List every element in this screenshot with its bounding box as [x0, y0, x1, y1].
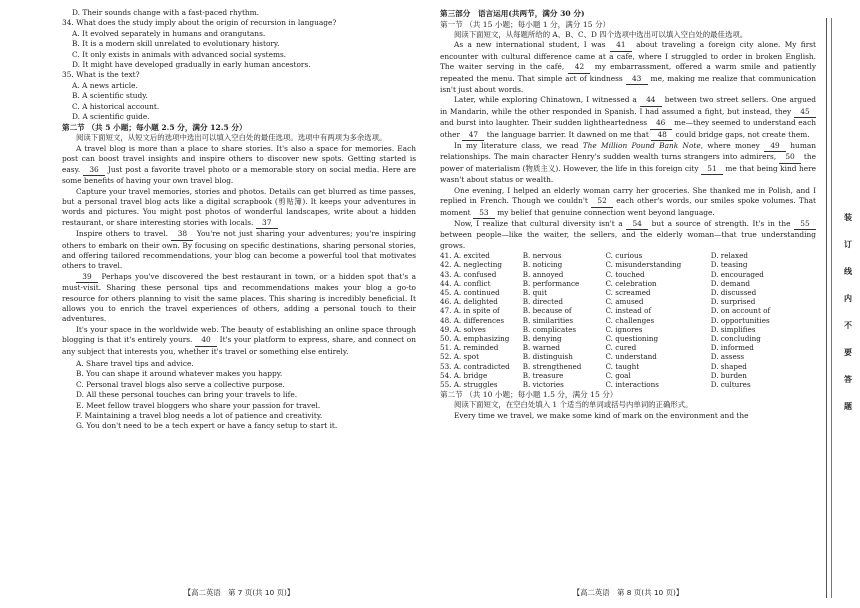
section1-heading: 第一节 （共 15 小题；每小题 1 分，满分 15 分）: [440, 20, 611, 29]
option-cell: C. curious: [605, 251, 643, 261]
option-row-47: [440, 306, 816, 315]
margin-char: 要: [844, 347, 852, 357]
choice-C: C. Personal travel blogs also serve a collective purpose.: [76, 379, 285, 389]
option-cell: B. strengthened: [522, 361, 582, 371]
q34-option-c: C. It only exists in animals with advanced social systems.: [72, 49, 287, 59]
blank-42[interactable]: 42: [568, 62, 590, 73]
option-cell: D. relaxed: [710, 251, 748, 261]
choice-D: D. All these personal touches can bring your travels to life.: [76, 390, 298, 400]
passage-paragraph: [440, 40, 816, 95]
margin-char: 内: [844, 293, 852, 303]
option-cell: C. instead of: [605, 306, 652, 316]
blank-52[interactable]: 52: [591, 196, 613, 207]
option-row-46: [440, 297, 816, 306]
passage-text: between people—like the waiter, the sellers, and the elderly woman—that true understanding grows.: [440, 230, 816, 250]
option-cell: 43. A. confused: [440, 269, 497, 279]
passage-text: You're not just sharing your adventures; you're inspiring others to embark on their own. By focusing on specific destinations, sharing personal stories, and offering tailored recommendations, your blog can become a powerful tool that motivates others to travel.: [62, 229, 416, 271]
option-row-53: [440, 362, 816, 371]
passage-text: could bridge gaps, not create them.: [673, 129, 810, 139]
option-cell: 53. A. contradicted: [440, 361, 510, 371]
option-cell: 45. A. continued: [440, 287, 500, 297]
option-cell: C. interactions: [605, 379, 659, 389]
margin-char: 订: [844, 239, 852, 249]
passage-text: Capture your travel memories, stories and photos. Details can get blurred as time passes, but a personal travel blog acts like a digital scrapbook (剪贴簿). It keeps your adventures in words and pictures. You might post photos of wonderful landscapes, write about a hidden restaurant, or share interesting stories with locals.: [62, 186, 416, 227]
passage-text: The Million Pound Bank Note: [582, 141, 701, 151]
blank-36[interactable]: 36: [83, 165, 105, 176]
blank-44[interactable]: 44: [640, 95, 662, 106]
option-cell: D. surprised: [710, 297, 756, 307]
option-cell: B. distinguish: [522, 352, 573, 362]
passage-text: Perhaps you've discovered the best restaurant in town, or a hidden spot that's a must-visit. Sharing these personal tips and recommendations makes your blog a go-to resource for others planning to visit the same places. This sharing is incredibly beneficial. It allows you to enrich the travel experiences of others, adding a personal touch to their adventures.: [62, 271, 416, 324]
blank-41[interactable]: 41: [610, 40, 632, 51]
passage-paragraph: [62, 187, 416, 230]
q35-option-d: D. A scientific guide.: [72, 112, 150, 122]
option-cell: D. discussed: [710, 287, 757, 297]
option-cell: C. celebration: [605, 278, 657, 288]
margin-char: 题: [844, 401, 852, 411]
option-cell: B. performance: [522, 278, 580, 288]
option-row-49: [440, 325, 816, 334]
passage-text: Later, while exploring Chinatown, I witnessed a: [454, 95, 640, 105]
grammar-passage-first-line: Every time we travel, we make some kind of mark on the environment and the: [454, 410, 749, 420]
part3-heading: 第三部分 语言运用(共两节，满分 30 分): [440, 9, 585, 18]
passage-paragraph: [440, 219, 816, 251]
option-cell: C. challenges: [605, 315, 655, 325]
passage-text: me that being kind here wasn't about status or wealth.: [440, 163, 817, 185]
option-row-51: [440, 343, 816, 352]
q34-option-a: A. It evolved separately in humans and orangutans.: [72, 28, 266, 38]
option-cell: D. opportunities: [710, 315, 770, 325]
option-cell: D. assess: [710, 352, 745, 362]
passage-text: Now, I realize that cultural diversity isn't a: [454, 218, 627, 228]
option-row-52: [440, 352, 816, 361]
option-cell: B. directed: [522, 297, 563, 307]
passage-paragraph: [440, 186, 816, 219]
blank-50[interactable]: 50: [779, 152, 801, 163]
travel-blog-passage: [62, 144, 416, 357]
option-cell: 44. A. conflict: [440, 278, 491, 288]
option-cell: D. demand: [710, 278, 750, 288]
option-row-42: [440, 260, 816, 269]
choice-E: E. Meet fellow travel bloggers who share your passion for travel.: [76, 400, 321, 410]
choice-B: B. You can shape it around whatever makes you happy.: [76, 369, 283, 379]
option-cell: 41. A. excited: [440, 251, 490, 261]
passage-paragraph: [62, 325, 416, 357]
option-cell: D. concluding: [710, 333, 761, 343]
option-row-41: [440, 251, 816, 260]
blank-49[interactable]: 49: [764, 141, 786, 152]
blank-37[interactable]: 37: [256, 218, 278, 229]
option-row-55: [440, 380, 816, 389]
blank-51[interactable]: 51: [701, 164, 723, 175]
option-cell: D. informed: [710, 343, 754, 353]
passage-text: about traveling a foreign city alone. My first encounter with cultural difference came at a cafe, where I struggled to order in broken English. The waiter serving in the café,: [440, 40, 816, 72]
passage-paragraph: [62, 272, 416, 325]
binding-line: [826, 18, 827, 598]
option-cell: 55. A. struggles: [440, 379, 498, 389]
option-cell: C. amused: [605, 297, 644, 307]
option-cell: B. annoyed: [522, 269, 564, 279]
blank-55[interactable]: 55: [794, 219, 816, 230]
option-cell: D. cultures: [710, 379, 751, 389]
passage-text: In my literature class, we read: [454, 141, 583, 151]
q35-option-b: B. A scientific study.: [72, 91, 148, 101]
q34-option-b: B. It is a modern skill unrelated to evolutionary history.: [72, 39, 280, 49]
option-cell: 52. A. spot: [440, 352, 479, 362]
passage-text: One evening, I helped an elderly woman carry her groceries. She thanked me in Polish, and I replied in French. Though we couldn't: [440, 185, 816, 206]
option-cell: B. complicates: [522, 324, 577, 334]
passage-paragraph: [440, 95, 816, 141]
cloze-passage: [440, 40, 816, 251]
passage-text: my belief that genuine connection went beyond language.: [494, 207, 715, 217]
blank-45[interactable]: 45: [794, 107, 816, 118]
passage-paragraph: [62, 144, 416, 187]
blank-43[interactable]: 43: [626, 74, 648, 85]
cloze-options-table: [440, 251, 816, 389]
option-cell: C. misunderstanding: [605, 260, 682, 270]
margin-char: 装: [844, 212, 852, 222]
passage-paragraph: [62, 229, 416, 272]
margin-char: 线: [844, 266, 852, 276]
passage-text: my embarrassment, offered a warm smile and patiently repeated the menu. That simple act of kindness: [440, 62, 816, 83]
blank-40[interactable]: 40: [195, 335, 217, 346]
margin-char: 答: [844, 374, 852, 384]
option-cell: B. quit: [522, 287, 547, 297]
option-cell: C. goal: [605, 370, 631, 380]
blank-46[interactable]: 46: [650, 118, 672, 129]
option-cell: C. understand: [605, 352, 657, 362]
passage-text: each other's words, our smiles spoke volumes. That moment: [440, 196, 817, 217]
passage-text: Just post a favorite travel photo or a memorable story on social media. Here are some benefits of having your own travel blog.: [62, 164, 416, 186]
option-cell: 48. A. differences: [440, 315, 505, 325]
passage-text: It's your platform to express, share, and connect on any subject that interests you, whether it's travel or something else entirely.: [62, 335, 416, 356]
option-cell: D. encouraged: [710, 269, 764, 279]
q35-stem: 35. What is the text?: [62, 70, 140, 80]
option-cell: 54. A. bridge: [440, 370, 488, 380]
passage-text: me—they seemed to understand each other: [440, 118, 816, 139]
q34-stem: 34. What does the study imply about the origin of recursion in language?: [62, 18, 337, 28]
passage-text: and burst into laughter. Their sudden lightheartedness: [440, 118, 650, 128]
option-cell: C. taught: [605, 361, 640, 371]
passage-text: Inspire others to travel.: [76, 229, 172, 239]
seven-choose-five-options: [62, 359, 416, 432]
option-cell: 42. A. neglecting: [440, 260, 502, 270]
page-footer-7: 【高二英语 第 7 页(共 10 页)】: [183, 588, 295, 597]
option-cell: B. nervous: [522, 251, 562, 261]
right-page: [430, 0, 860, 608]
option-cell: 47. A. in spite of: [440, 306, 500, 316]
option-cell: 51. A. reminded: [440, 343, 499, 353]
option-cell: 49. A. solves: [440, 324, 486, 334]
option-cell: B. victories: [522, 379, 564, 389]
option-row-44: [440, 279, 816, 288]
option-cell: C. ignores: [605, 324, 643, 334]
option-row-45: [440, 288, 816, 297]
section2-instructions-right: 阅读下面短文，在空白处填入 1 个适当的单词或括号内单词的正确形式。: [454, 400, 693, 410]
q34-option-d: D. It might have developed gradually in early human ancestors.: [72, 60, 311, 70]
option-cell: C. cured: [605, 343, 637, 353]
passage-text: human relationships. The main character Henry's sudden wealth turns strangers into admirers,: [440, 141, 816, 162]
section2-instructions: 阅读下面短文，从短文后的选项中选出可以填入空白处的最佳选项。选项中有两项为多余选项。: [76, 133, 387, 143]
option-cell: D. on account of: [710, 306, 771, 316]
option-row-54: [440, 371, 816, 380]
choice-F: F. Maintaining a travel blog needs a lot of patience and creativity.: [76, 411, 323, 421]
option-cell: B. treasure: [522, 370, 564, 380]
option-cell: B. because of: [522, 306, 572, 316]
blank-48[interactable]: 48: [651, 130, 673, 141]
section2-heading: 第二节 （共 5 小题；每小题 2.5 分，满分 12.5 分）: [62, 123, 247, 133]
passage-text: between two street sellers. One argued in Mandarin, while the other responded in Spanish. I had assumed a fight, but instead, they: [440, 95, 816, 116]
blank-47[interactable]: 47: [462, 130, 484, 141]
option-cell: D. burden: [710, 370, 747, 380]
choice-A: A. Share travel tips and advice.: [76, 359, 194, 368]
option-cell: D. shaped: [710, 361, 747, 371]
passage-text: As a new international student, I was: [454, 40, 610, 50]
q33-option-d: D. Their sounds change with a fast-paced rhythm.: [72, 8, 260, 17]
passage-text: but a source of strength. It's in the: [648, 218, 794, 228]
option-cell: D. teasing: [710, 260, 748, 270]
option-cell: B. warned: [522, 343, 560, 353]
passage-text: me, making me realize that communication isn't just about words.: [440, 73, 816, 95]
option-row-48: [440, 316, 816, 325]
option-cell: D. simplifies: [710, 324, 756, 334]
blank-38[interactable]: 38: [171, 229, 193, 240]
option-cell: B. noticing: [522, 260, 563, 270]
choice-G: G. You don't need to be a tech expert or have a fancy setup to start it.: [76, 421, 338, 431]
page-footer-8: 【高二英语 第 8 页(共 10 页)】: [572, 588, 684, 597]
passage-text: It's your space in the worldwide web. The beauty of establishing an online space through blogging is that it's entirely yours.: [62, 324, 416, 345]
passage-text: the language barrier. It dawned on me that: [484, 129, 652, 139]
blank-39[interactable]: 39: [76, 272, 98, 283]
blank-53[interactable]: 53: [473, 208, 495, 219]
option-cell: 50. A. emphasizing: [440, 333, 510, 343]
q35-option-a: A. A news article.: [72, 80, 138, 90]
passage-paragraph: [440, 141, 816, 186]
option-row-43: [440, 270, 816, 279]
blank-54[interactable]: 54: [626, 219, 648, 230]
passage-text: the power of materialism (物质主义). However, the life in this foreign city: [440, 152, 817, 173]
margin-char: 不: [844, 320, 852, 330]
section1-instructions: 阅读下面短文，从每题所给的 A、B、C、D 四个选项中选出可以填入空白处的最佳选项。: [454, 30, 748, 39]
option-row-50: [440, 334, 816, 343]
section2-heading-right: 第二节 （共 10 小题；每小题 1.5 分，满分 15 分）: [440, 390, 618, 400]
option-cell: 46. A. delighted: [440, 297, 498, 307]
option-cell: B. similarities: [522, 315, 574, 325]
option-cell: C. questioning: [605, 333, 659, 343]
passage-text: A travel blog is more than a place to share stories. It's also a space for memories. Each post can boost travel insights and inspire others to discover new spots. Getting started is easy.: [62, 143, 416, 174]
option-cell: B. denying: [522, 333, 562, 343]
q35-option-c: C. A historical account.: [72, 101, 160, 111]
option-cell: C. screamed: [605, 287, 651, 297]
option-cell: C. touched: [605, 269, 645, 279]
binding-line-inner: [831, 18, 832, 598]
passage-text: , where money: [700, 141, 765, 151]
